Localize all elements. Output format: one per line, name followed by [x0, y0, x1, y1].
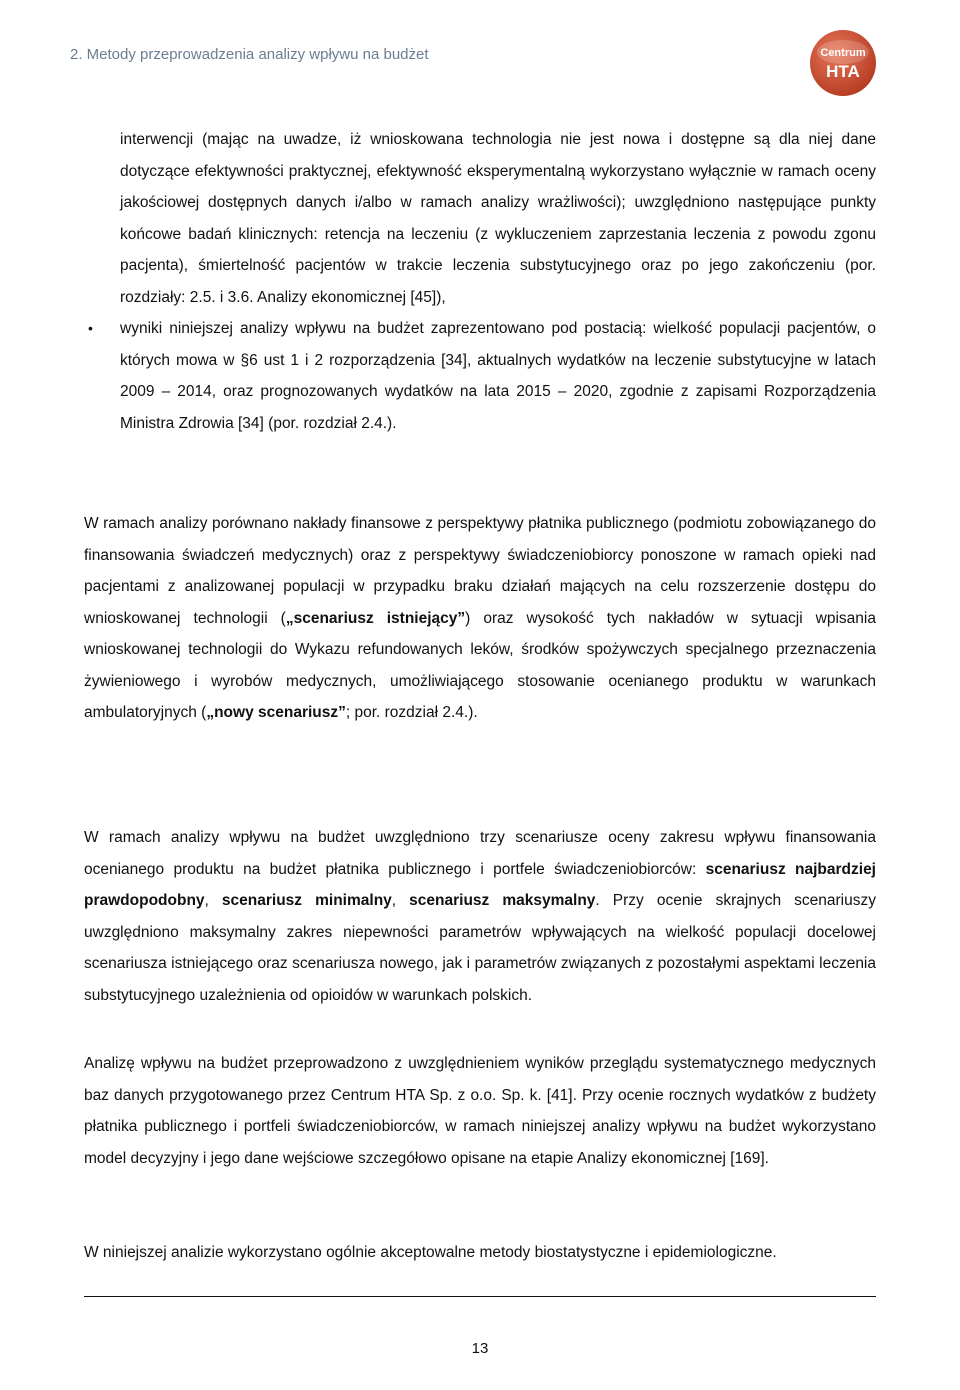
paragraph-text: W ramach analizy wpływu na budżet uwzględniono trzy scenariusze oceny zakresu wpływu finansowania ocenianego produktu na budżet płatnika publicznego i portfele świadczeniobiorców: [84, 829, 876, 878]
term-maximal-scenario: scenariusz maksymalny [409, 892, 596, 909]
paragraph-text: ; por. rozdział 2.4.). [345, 704, 478, 721]
paragraph-perspectives [84, 508, 876, 729]
logo-text-top: Centrum [820, 47, 866, 59]
page-number: 13 [471, 1340, 489, 1357]
running-header: 2. Metody przeprowadzenia analizy wpływu na budżet [70, 46, 429, 63]
paragraph-scenarios: W ramach analizy wpływu na budżet uwzględniono trzy scenariusze oceny zakresu wpływu finansowania ocenianego produktu na budżet płatnika publicznego i portfele świadczeniobiorców: scenariusz najbardziej prawdopodobny, scenariusz minimalny, scenariusz maksymalny. Przy ocenie skrajnych scenariuszy uwzględniono maksymalny zakres niepewności parametrów wpływających na wielkość populacji docelowej scenariusza istniejącego oraz scenariusza nowego, jak i parametrów związanych z pozostałymi aspektami leczenia substytucyjnego uzależnienia od opioidów w warunkach polskich. [84, 829, 876, 1004]
paragraph-statistics [84, 1237, 876, 1269]
paragraph-text: W ramach analizy porównano nakłady finansowe z perspektywy płatnika publicznego (podmiotu zobowiązanego do finansowania świadczeń medycznych) oraz z perspektywy świadczeniobiorcy ponoszone w ramach opieki nad pacjentami z analizowanej populacji w przypadku braku działań mających na celu rozszerzenie dostępu do wnioskowanej technologii ( [84, 515, 876, 627]
list-item-continuation: interwencji (mając na uwadze, iż wnioskowana technologia nie jest nowa i dostępne są dla niej dane dotyczące efektywności praktycznej, efektywność eksperymentalną wykorzystano wyłącznie w ramach oceny jakościowej dostępnych danych i/albo w ramach analizy wrażliwości); uwzględniono następujące punkty końcowe badań klinicznych: retencja na leczeniu (z wykluczeniem zaprzestania leczenia z powodu zgonu pacjenta), śmiertelność pacjentów w trakcie leczenia substytucyjnego oraz po jego zakończeniu (por. rozdziały: 2.5. i 3.6. Analizy ekonomicznej [45]), [120, 131, 876, 306]
list-item-results: • wyniki niniejszej analizy wpływu na budżet zaprezentowano pod postacią: wielkość populacji pacjentów, o których mowa w §6 ust 1 i 2 rozporządzenia [34], aktualnych wydatków na leczenie substytucyjne w latach 2009 – 2014, oraz prognozowanych wydatków na lata 2015 – 2020, zgodnie z zapisami Rozporządzenia Ministra Zdrowia [34] (por. rozdział 2.4.). [84, 313, 876, 439]
logo-text-bottom: HTA [826, 62, 860, 81]
bullet-list [84, 313, 876, 439]
paragraph-text: Analizę wpływu na budżet przeprowadzono z uwzględnieniem wyników przeglądu systematycznego medycznych baz danych przygotowanego przez Centrum HTA Sp. z o.o. Sp. k. [41]. Przy ocenie rocznych wydatków z budżety płatnika publicznego i portfeli świadczeniobiorców, w ramach niniejszej analizy wpływu na budżet wykorzystano model decyzyjny i jego dane wejściowe szczegółowo opisane na etapie Analizy ekonomicznej [169]. [84, 1055, 876, 1167]
paragraph-methods [84, 1048, 876, 1174]
term-most-probable-scenario: scenariusz najbardziej prawdopodobny [84, 860, 876, 909]
main-content [84, 124, 876, 439]
paragraph-text: ) oraz wysokość tych nakładów w sytuacji wpisania wnioskowanej technologii do Wykazu refundowanych leków, środków spożywczych specjalnego przeznaczenia żywieniowego i wyrobów medycznych, umożliwiającego stosowanie ocenianego produktu w warunkach ambulatoryjnych ( [84, 609, 876, 721]
centrum-hta-logo [808, 28, 878, 98]
paragraph-text: . Przy ocenie skrajnych scenariuszy uwzględniono maksymalny zakres niepewności parametrów wpływających na wielkość populacji docelowej scenariusza istniejącego oraz scenariusza nowego, jak i parametrów związanych z pozostałymi aspektami leczenia substytucyjnego uzależnienia od opioidów w warunkach polskich. [84, 892, 876, 1004]
term-existing-scenario: „scenariusz istniejący” [285, 609, 466, 627]
paragraph-text: W niniejszej analizie wykorzystano ogólnie akceptowalne metody biostatystyczne i epidemiologiczne. [84, 1244, 777, 1261]
footer-divider [84, 1296, 876, 1297]
term-new-scenario: „nowy scenariusz” [206, 704, 346, 721]
term-minimal-scenario: scenariusz minimalny [221, 892, 392, 909]
